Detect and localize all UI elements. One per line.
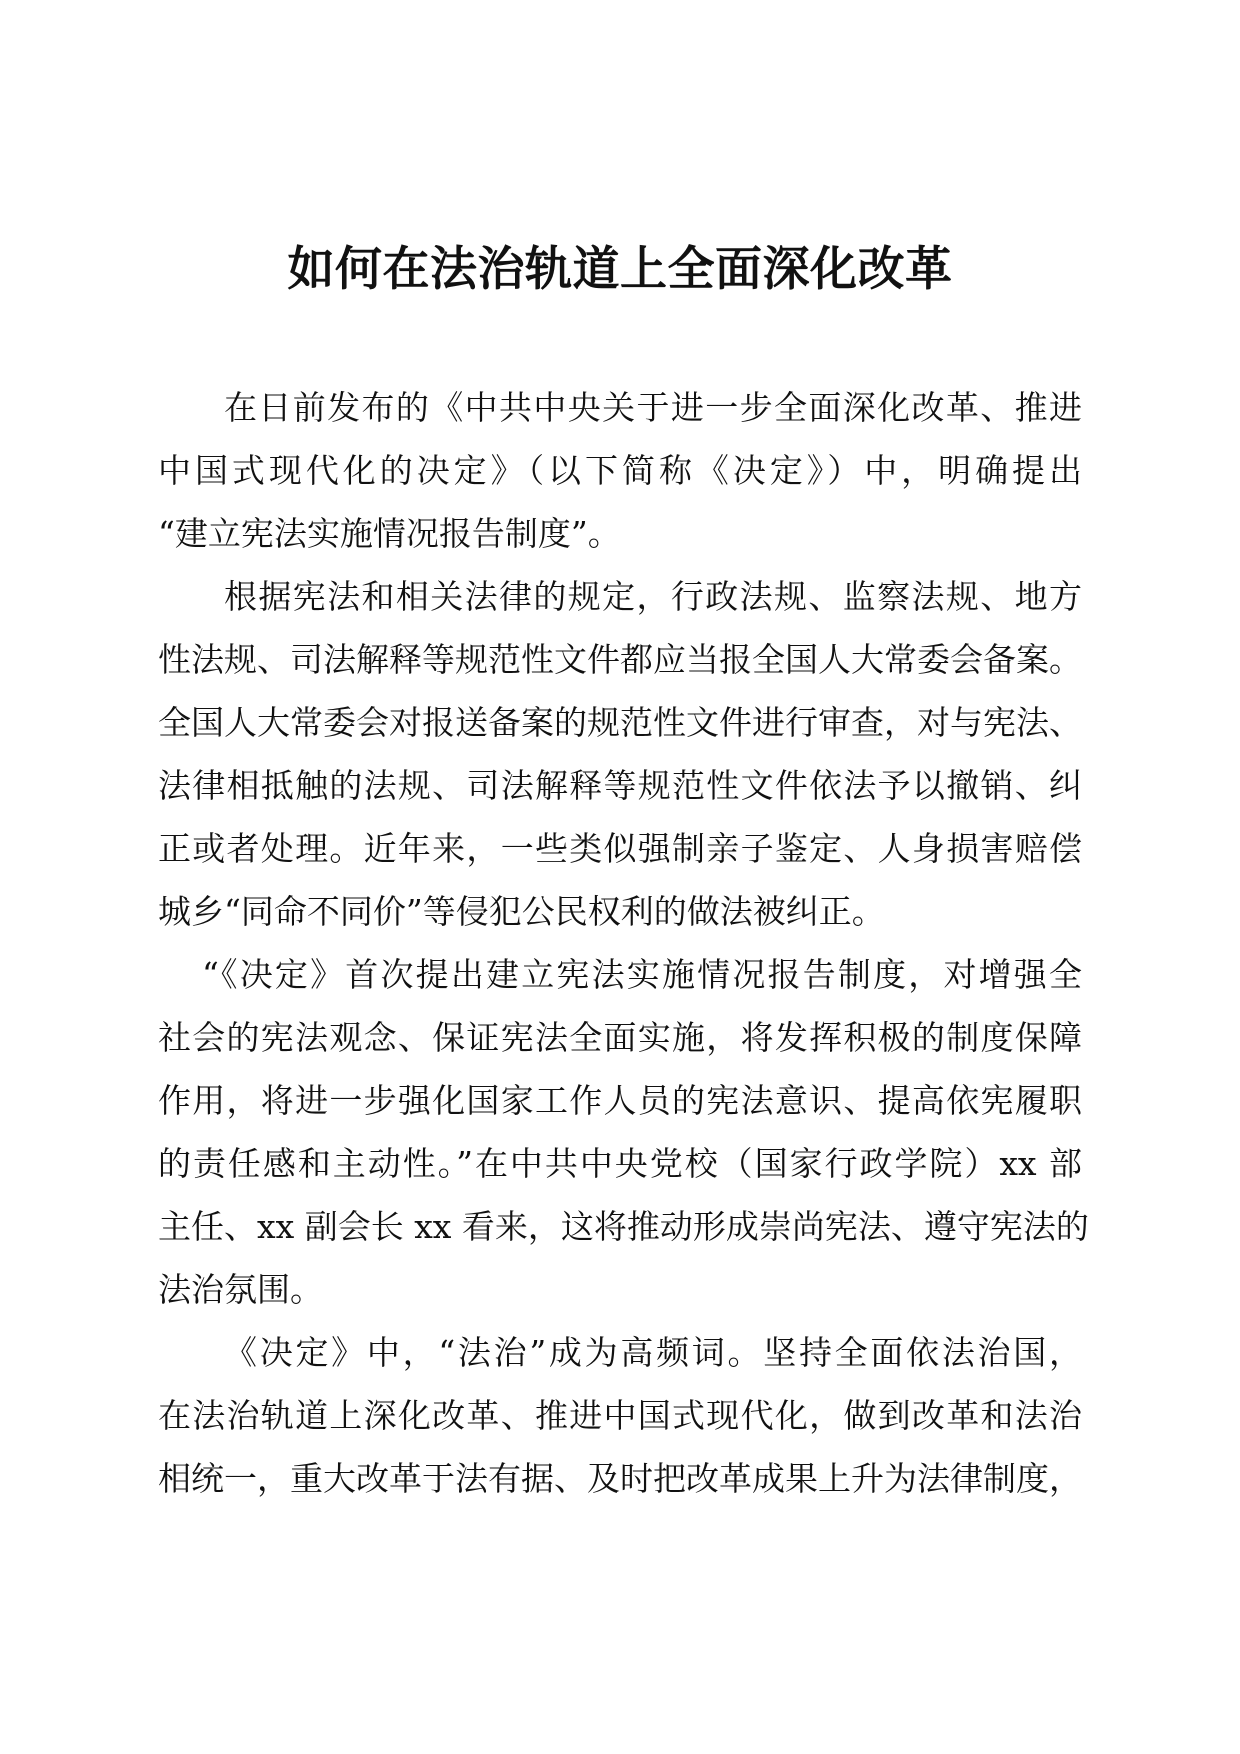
document-body <box>158 376 1089 1510</box>
paragraph-line: 城乡“同命不同价”等侵犯公民权利的做法被纠正。 <box>158 892 885 931</box>
paragraph-line: 性法规、司法解释等规范性文件都应当报全国人大常委会备案。 <box>158 640 1082 679</box>
paragraph-line: 法律相抵触的法规、司法解释等规范性文件依法予以撤销、纠 <box>158 766 1082 805</box>
paragraph-line: 相统一，重大改革于法有据、及时把改革成果上升为法律制度， <box>158 1459 1082 1498</box>
paragraph-line: 社会的宪法观念、保证宪法全面实施，将发挥积极的制度保障 <box>158 1018 1082 1057</box>
paragraph-1 <box>158 376 1082 565</box>
document-title: 如何在法治轨道上全面深化改革 <box>287 242 953 297</box>
paragraph-line: 《决定》中，“法治”成为高频词。坚持全面依法治国， <box>224 1333 1082 1372</box>
paragraph-line: 法治氛围。 <box>158 1270 323 1309</box>
paragraph-line: 作用，将进一步强化国家工作人员的宪法意识、提高依宪履职 <box>158 1081 1082 1120</box>
paragraph-line: 的责任感和主动性。”在中共中央党校（国家行政学院）xx 部 <box>158 1144 1082 1183</box>
paragraph-line: 在法治轨道上深化改革、推进中国式现代化，做到改革和法治 <box>158 1396 1082 1435</box>
paragraph-line: 在日前发布的《中共中央关于进一步全面深化改革、推进 <box>224 388 1082 427</box>
paragraph-line: “建立宪法实施情况报告制度”。 <box>158 514 621 553</box>
paragraph-line: “《决定》首次提出建立宪法实施情况报告制度，对增强全 <box>202 955 1082 994</box>
paragraph-2 <box>158 565 1082 943</box>
paragraph-line: 主任、xx 副会长 xx 看来，这将推动形成崇尚宪法、遵守宪法的 <box>158 1207 1089 1246</box>
paragraph-line: 根据宪法和相关法律的规定，行政法规、监察法规、地方 <box>224 577 1082 616</box>
paragraph-4 <box>158 1321 1082 1510</box>
paragraph-line: 中国式现代化的决定》（以下简称《决定》）中，明确提出 <box>158 451 1082 490</box>
paragraph-line: 正或者处理。近年来，一些类似强制亲子鉴定、人身损害赔偿 <box>158 829 1082 868</box>
paragraph-line: 全国人大常委会对报送备案的规范性文件进行审查，对与宪法、 <box>158 703 1082 742</box>
paragraph-3 <box>158 943 1089 1321</box>
